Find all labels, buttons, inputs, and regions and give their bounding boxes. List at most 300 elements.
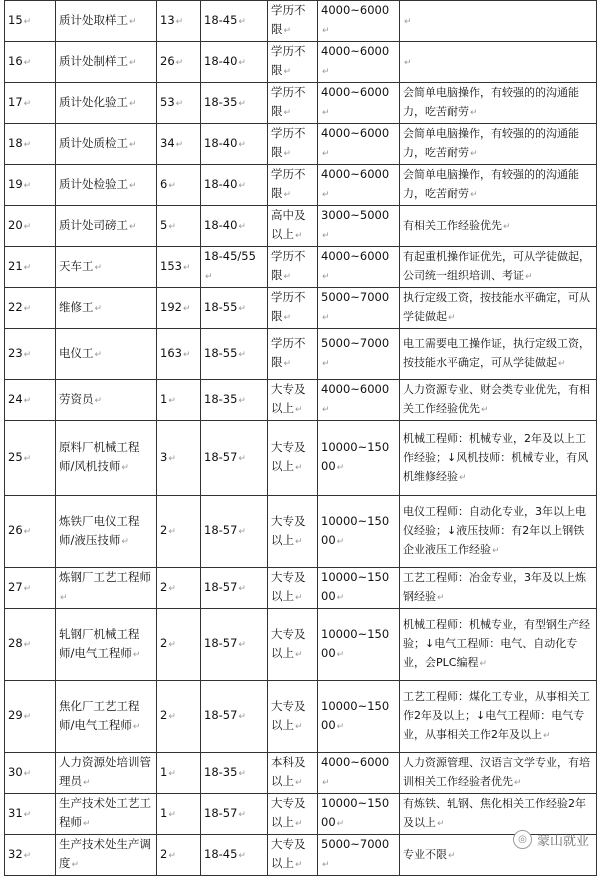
paragraph-mark-icon: ↵ xyxy=(404,16,412,27)
headcount-cell xyxy=(157,753,201,794)
row-number: 24 xyxy=(8,391,23,406)
paragraph-mark-icon: ↵ xyxy=(283,108,292,118)
headcount-cell xyxy=(157,247,201,288)
paragraph-mark-icon: ↵ xyxy=(295,860,303,870)
job-table xyxy=(4,0,597,876)
education: 大专及以上 xyxy=(271,698,306,732)
paragraph-mark-icon: ↵ xyxy=(525,272,533,282)
requirements-cell xyxy=(400,609,597,681)
paragraph-mark-icon: ↵ xyxy=(238,850,246,861)
paragraph-mark-icon: ↵ xyxy=(295,819,303,829)
paragraph-mark-icon: ↵ xyxy=(83,778,91,788)
row-number: 32 xyxy=(8,846,23,861)
paragraph-mark-icon: ↵ xyxy=(437,593,445,603)
headcount-cell xyxy=(157,288,201,329)
paragraph-mark-icon: ↵ xyxy=(83,819,91,829)
paragraph-mark-icon: ↵ xyxy=(283,359,292,369)
paragraph-mark-icon: ↵ xyxy=(129,98,137,109)
post-name: 轧钢厂机械工程师/电气工程师 xyxy=(59,626,140,660)
education: 学历不限 xyxy=(271,44,306,77)
post-name-cell xyxy=(56,165,157,206)
post-name: 炼铁厂电仪工程师/液压技师 xyxy=(59,513,140,547)
salary-cell xyxy=(318,681,400,753)
post-name-cell xyxy=(56,288,157,329)
table-row xyxy=(5,380,597,421)
age-range-cell xyxy=(201,124,268,165)
paragraph-mark-icon: ↵ xyxy=(129,57,137,68)
salary: 10000~15000 xyxy=(321,796,390,829)
paragraph-mark-icon: ↵ xyxy=(168,395,176,406)
headcount-cell xyxy=(157,329,201,380)
row-number-cell xyxy=(5,206,56,247)
salary-cell xyxy=(318,42,400,83)
paragraph-mark-icon: ↵ xyxy=(238,57,246,68)
headcount-cell xyxy=(157,609,201,681)
paragraph-mark-icon: ↵ xyxy=(129,139,137,150)
row-number: 19 xyxy=(8,176,23,191)
headcount: 2 xyxy=(160,523,168,537)
table-row xyxy=(5,1,597,42)
paragraph-mark-icon: ↵ xyxy=(168,221,176,232)
education: 学历不限 xyxy=(271,85,306,118)
age-range: 18-40 xyxy=(204,217,238,232)
headcount-cell xyxy=(157,835,201,876)
salary: 4000~6000 xyxy=(321,3,390,17)
post-name-cell xyxy=(56,568,157,609)
row-number-cell xyxy=(5,835,56,876)
age-range-cell xyxy=(201,329,268,380)
salary-cell xyxy=(318,165,400,206)
post-name: 质计处检验工 xyxy=(59,176,128,191)
education-cell xyxy=(268,247,318,288)
salary-cell xyxy=(318,247,400,288)
paragraph-mark-icon: ↵ xyxy=(182,303,191,314)
paragraph-mark-icon: ↵ xyxy=(295,778,303,788)
education: 学历不限 xyxy=(271,3,306,36)
table-row xyxy=(5,794,597,835)
paragraph-mark-icon: ↵ xyxy=(23,303,32,314)
requirements-cell xyxy=(400,568,597,609)
paragraph-mark-icon: ↵ xyxy=(238,139,246,150)
paragraph-mark-icon: ↵ xyxy=(336,536,345,547)
paragraph-mark-icon: ↵ xyxy=(283,149,292,159)
row-number: 15 xyxy=(8,12,23,27)
paragraph-mark-icon: ↵ xyxy=(238,395,246,406)
headcount: 1 xyxy=(160,805,168,820)
paragraph-mark-icon: ↵ xyxy=(129,16,137,27)
age-range: 18-57 xyxy=(204,708,238,722)
education: 学历不限 xyxy=(271,167,306,200)
requirements-cell xyxy=(400,83,597,124)
row-number-cell xyxy=(5,421,56,496)
requirements-cell xyxy=(400,42,597,83)
requirements-cell xyxy=(400,794,597,835)
paragraph-mark-icon: ↵ xyxy=(238,640,246,650)
paragraph-mark-icon: ↵ xyxy=(23,809,32,820)
requirements-cell xyxy=(400,753,597,794)
salary: 10000~15000 xyxy=(321,440,390,473)
row-number: 17 xyxy=(8,94,23,109)
paragraph-mark-icon: ↵ xyxy=(448,313,456,323)
headcount: 13 xyxy=(160,12,175,27)
education: 学历不限 xyxy=(271,290,306,323)
education: 大专及以上 xyxy=(271,837,306,870)
age-range: 18-35 xyxy=(204,764,238,779)
paragraph-mark-icon: ↵ xyxy=(295,405,303,415)
requirements: 电仪工程师：自动化专业，3年以上电仪经验；↓液压技师：有2年以上钢铁企业液压工作经验 xyxy=(403,505,586,556)
headcount: 34 xyxy=(160,135,175,150)
row-number-cell xyxy=(5,165,56,206)
requirements: 人力资源管理、汉语言文学专业，有培训相关工作经验者优先 xyxy=(403,756,590,788)
row-number-cell xyxy=(5,124,56,165)
requirements: 专业不限 xyxy=(403,847,447,861)
row-number: 20 xyxy=(8,217,23,232)
age-range: 18-40 xyxy=(204,176,238,191)
requirements-cell xyxy=(400,247,597,288)
post-name-cell xyxy=(56,124,157,165)
salary: 4000~6000 xyxy=(321,382,390,396)
age-range: 18-45 xyxy=(204,846,238,861)
paragraph-mark-icon: ↵ xyxy=(94,303,103,314)
row-number-cell xyxy=(5,42,56,83)
paragraph-mark-icon: ↵ xyxy=(322,67,330,77)
requirements-cell xyxy=(400,288,597,329)
paragraph-mark-icon: ↵ xyxy=(168,453,176,464)
education: 大专及以上 xyxy=(271,570,306,603)
paragraph-mark-icon: ↵ xyxy=(283,190,292,200)
table-row xyxy=(5,165,597,206)
paragraph-mark-icon: ↵ xyxy=(238,809,246,820)
paragraph-mark-icon: ↵ xyxy=(295,593,303,603)
education-cell xyxy=(268,206,318,247)
education: 学历不限 xyxy=(271,126,306,159)
paragraph-mark-icon: ↵ xyxy=(238,768,246,779)
paragraph-mark-icon: ↵ xyxy=(238,16,246,27)
row-number-cell xyxy=(5,380,56,421)
paragraph-mark-icon: ↵ xyxy=(295,231,303,241)
headcount: 153 xyxy=(160,258,182,273)
paragraph-mark-icon: ↵ xyxy=(295,649,303,660)
paragraph-mark-icon: ↵ xyxy=(121,536,129,547)
salary-cell xyxy=(318,1,400,42)
paragraph-mark-icon: ↵ xyxy=(322,26,330,36)
row-number: 18 xyxy=(8,135,23,150)
post-name-cell xyxy=(56,609,157,681)
paragraph-mark-icon: ↵ xyxy=(336,649,345,660)
salary-cell xyxy=(318,794,400,835)
headcount-cell xyxy=(157,681,201,753)
table-row xyxy=(5,681,597,753)
table-row xyxy=(5,124,597,165)
post-name: 质计处司磅工 xyxy=(59,217,128,232)
table-row xyxy=(5,609,597,681)
age-range-cell xyxy=(201,496,268,568)
post-name-cell xyxy=(56,42,157,83)
table-row xyxy=(5,247,597,288)
table-row xyxy=(5,835,597,876)
salary-cell xyxy=(318,835,400,876)
paragraph-mark-icon: ↵ xyxy=(295,721,303,732)
table-row xyxy=(5,496,597,568)
salary-cell xyxy=(318,421,400,496)
requirements: 工艺工程师：煤化工专业，从事相关工作2年及以上；↓电气工程师：电气专业，从事相关工作2年及以上 xyxy=(403,690,590,741)
paragraph-mark-icon: ↵ xyxy=(470,149,478,159)
post-name-cell xyxy=(56,1,157,42)
post-name-cell xyxy=(56,247,157,288)
education-cell xyxy=(268,753,318,794)
post-name-cell xyxy=(56,421,157,496)
requirements: 机械工程师：机械专业，有型钢生产经验；↓电气工程师：电气、自动化专业，会PLC编程 xyxy=(403,618,590,669)
age-range-cell xyxy=(201,835,268,876)
row-number: 27 xyxy=(8,579,23,594)
paragraph-mark-icon: ↵ xyxy=(470,190,478,200)
salary-cell xyxy=(318,753,400,794)
education-cell xyxy=(268,83,318,124)
paragraph-mark-icon: ↵ xyxy=(238,349,246,360)
paragraph-mark-icon: ↵ xyxy=(23,262,32,273)
paragraph-mark-icon: ↵ xyxy=(71,860,80,870)
table-row xyxy=(5,753,597,794)
table-row xyxy=(5,421,597,496)
row-number-cell xyxy=(5,753,56,794)
education: 大专及以上 xyxy=(271,513,306,547)
headcount-cell xyxy=(157,206,201,247)
post-name: 电仪工 xyxy=(59,345,94,360)
age-range: 18-55 xyxy=(204,299,238,314)
age-range: 18-57 xyxy=(204,523,238,537)
paragraph-mark-icon: ↵ xyxy=(448,850,456,861)
post-name: 质计处制样工 xyxy=(59,53,128,68)
age-range-cell xyxy=(201,380,268,421)
headcount: 26 xyxy=(160,53,175,68)
education-cell xyxy=(268,329,318,380)
age-range-cell xyxy=(201,421,268,496)
row-number-cell xyxy=(5,329,56,380)
age-range: 18-55 xyxy=(204,345,238,360)
headcount: 1 xyxy=(160,391,168,406)
paragraph-mark-icon: ↵ xyxy=(283,313,292,323)
headcount: 1 xyxy=(160,764,168,779)
paragraph-mark-icon: ↵ xyxy=(23,768,32,779)
post-name: 天车工 xyxy=(59,258,94,273)
paragraph-mark-icon: ↵ xyxy=(238,180,246,191)
paragraph-mark-icon: ↵ xyxy=(437,819,445,829)
row-number-cell xyxy=(5,247,56,288)
paragraph-mark-icon: ↵ xyxy=(470,108,478,118)
post-name: 质计处质检工 xyxy=(59,135,128,150)
education-cell xyxy=(268,568,318,609)
row-number-cell xyxy=(5,568,56,609)
headcount: 192 xyxy=(160,299,182,314)
paragraph-mark-icon: ↵ xyxy=(175,98,184,109)
requirements-cell xyxy=(400,206,597,247)
age-range: 18-40 xyxy=(204,135,238,150)
row-number-cell xyxy=(5,794,56,835)
age-range: 18-40 xyxy=(204,53,238,68)
education: 大专及以上 xyxy=(271,796,306,829)
post-name: 原料厂机械工程师/风机技师 xyxy=(59,440,140,473)
paragraph-mark-icon: ↵ xyxy=(182,262,191,273)
paragraph-mark-icon: ↵ xyxy=(121,463,129,473)
row-number: 25 xyxy=(8,449,23,464)
paragraph-mark-icon: ↵ xyxy=(23,453,32,464)
salary: 10000~15000 xyxy=(321,626,390,660)
paragraph-mark-icon: ↵ xyxy=(23,527,32,537)
post-name-cell xyxy=(56,794,157,835)
requirements: 有起重机操作证优先，可从学徒做起，公司统一组织培训、考证 xyxy=(403,250,590,282)
row-number: 26 xyxy=(8,523,23,537)
paragraph-mark-icon: ↵ xyxy=(23,349,32,360)
requirements-cell xyxy=(400,421,597,496)
paragraph-mark-icon: ↵ xyxy=(23,139,32,150)
salary-cell xyxy=(318,496,400,568)
watermark-text: 蒙山就业 xyxy=(536,834,589,849)
salary-cell xyxy=(318,206,400,247)
paragraph-mark-icon: ↵ xyxy=(543,731,551,741)
age-range: 18-57 xyxy=(204,449,238,464)
requirements: 会简单电脑操作，有较强的的沟通能力，吃苦耐劳 xyxy=(403,168,579,200)
headcount-cell xyxy=(157,380,201,421)
salary: 4000~6000 xyxy=(321,126,390,140)
row-number-cell xyxy=(5,609,56,681)
post-name: 生产技术处工艺工程师 xyxy=(59,796,151,829)
post-name-cell xyxy=(56,329,157,380)
paragraph-mark-icon: ↵ xyxy=(322,272,330,282)
paragraph-mark-icon: ↵ xyxy=(168,640,176,650)
paragraph-mark-icon: ↵ xyxy=(238,98,246,109)
requirements: 机械工程师：机械专业，2年及以上工作经验；↓风机技师：机械专业，有风机维修经验 xyxy=(403,431,589,483)
row-number: 29 xyxy=(8,708,23,722)
table-row xyxy=(5,206,597,247)
age-range-cell xyxy=(201,288,268,329)
education: 本科及以上 xyxy=(271,755,306,788)
paragraph-mark-icon: ↵ xyxy=(503,221,511,232)
education-cell xyxy=(268,380,318,421)
headcount-cell xyxy=(157,794,201,835)
paragraph-mark-icon: ↵ xyxy=(336,463,345,473)
table-row xyxy=(5,42,597,83)
paragraph-mark-icon: ↵ xyxy=(132,721,141,732)
requirements: 会简单电脑操作，有较强的的沟通能力，吃苦耐劳 xyxy=(403,127,579,159)
requirements-cell xyxy=(400,124,597,165)
row-number-cell xyxy=(5,1,56,42)
paragraph-mark-icon: ↵ xyxy=(459,472,467,483)
paragraph-mark-icon: ↵ xyxy=(23,98,32,109)
education-cell xyxy=(268,124,318,165)
requirements-cell xyxy=(400,681,597,753)
row-number: 31 xyxy=(8,805,23,820)
post-name: 劳资员 xyxy=(59,391,94,406)
paragraph-mark-icon: ↵ xyxy=(205,272,213,282)
paragraph-mark-icon: ↵ xyxy=(132,649,141,660)
headcount-cell xyxy=(157,165,201,206)
education: 学历不限 xyxy=(271,249,306,282)
paragraph-mark-icon: ↵ xyxy=(23,850,32,861)
salary: 4000~6000 xyxy=(321,249,390,263)
education-cell xyxy=(268,835,318,876)
education: 大专及以上 xyxy=(271,440,306,473)
paragraph-mark-icon: ↵ xyxy=(481,405,489,415)
paragraph-mark-icon: ↵ xyxy=(322,359,330,369)
paragraph-mark-icon: ↵ xyxy=(168,527,176,537)
paragraph-mark-icon: ↵ xyxy=(322,231,330,241)
education-cell xyxy=(268,681,318,753)
paragraph-mark-icon: ↵ xyxy=(492,546,500,556)
salary-cell xyxy=(318,124,400,165)
paragraph-mark-icon: ↵ xyxy=(129,180,137,191)
requirements: 电工需要电工操作证，执行定级工资，按技能水平确定，可从学徒做起 xyxy=(403,337,590,369)
watermark xyxy=(513,830,589,849)
paragraph-mark-icon: ↵ xyxy=(238,583,246,594)
salary: 4000~6000 xyxy=(321,85,390,99)
post-name: 质计处化验工 xyxy=(59,94,128,109)
education-cell xyxy=(268,794,318,835)
education-cell xyxy=(268,288,318,329)
paragraph-mark-icon: ↵ xyxy=(558,359,566,369)
salary: 10000~15000 xyxy=(321,698,390,732)
paragraph-mark-icon: ↵ xyxy=(94,349,103,360)
age-range: 18-45/55 xyxy=(204,249,256,263)
paragraph-mark-icon: ↵ xyxy=(94,395,103,406)
paragraph-mark-icon: ↵ xyxy=(175,57,184,68)
post-name-cell xyxy=(56,496,157,568)
age-range-cell xyxy=(201,1,268,42)
paragraph-mark-icon: ↵ xyxy=(238,221,246,232)
headcount: 53 xyxy=(160,94,175,109)
table-row xyxy=(5,288,597,329)
paragraph-mark-icon: ↵ xyxy=(479,659,487,669)
post-name-cell xyxy=(56,83,157,124)
headcount-cell xyxy=(157,124,201,165)
requirements-cell xyxy=(400,496,597,568)
education-cell xyxy=(268,165,318,206)
post-name: 维修工 xyxy=(59,299,94,314)
paragraph-mark-icon: ↵ xyxy=(23,640,32,650)
salary: 10000~15000 xyxy=(321,513,390,547)
education-cell xyxy=(268,1,318,42)
row-number: 30 xyxy=(8,764,23,779)
age-range-cell xyxy=(201,83,268,124)
education: 大专及以上 xyxy=(271,626,306,660)
paragraph-mark-icon: ↵ xyxy=(336,593,345,603)
requirements: 人力资源专业、财会类专业优先，有相关工作经验优先 xyxy=(403,383,590,415)
headcount: 3 xyxy=(160,449,168,464)
paragraph-mark-icon: ↵ xyxy=(514,778,522,788)
requirements: 会简单电脑操作，有较强的的沟通能力，吃苦耐劳 xyxy=(403,86,579,118)
paragraph-mark-icon: ↵ xyxy=(23,221,32,232)
paragraph-mark-icon: ↵ xyxy=(23,180,32,191)
post-name: 人力资源处培训管理员 xyxy=(59,755,151,788)
paragraph-mark-icon: ↵ xyxy=(168,850,176,861)
paragraph-mark-icon: ↵ xyxy=(238,453,246,464)
requirements-cell xyxy=(400,329,597,380)
salary: 4000~6000 xyxy=(321,755,390,769)
headcount: 2 xyxy=(160,708,168,722)
row-number: 21 xyxy=(8,258,23,273)
requirements: 工艺工程师：冶金专业，3年及以上炼钢经验 xyxy=(403,571,586,603)
salary-cell xyxy=(318,609,400,681)
salary: 4000~6000 xyxy=(321,44,390,58)
salary: 3000~5000 xyxy=(321,208,390,222)
education-cell xyxy=(268,609,318,681)
age-range-cell xyxy=(201,206,268,247)
headcount-cell xyxy=(157,83,201,124)
salary: 5000~7000 xyxy=(321,336,390,350)
paragraph-mark-icon: ↵ xyxy=(322,778,330,788)
post-name-cell xyxy=(56,206,157,247)
age-range-cell xyxy=(201,247,268,288)
post-name: 炼钢厂工艺工程师 xyxy=(59,570,151,584)
